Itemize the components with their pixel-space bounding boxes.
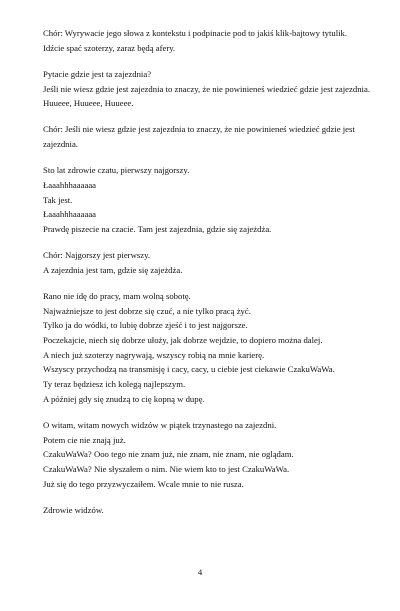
text-line: Chór: Najgorszy jest pierwszy. [43,250,151,260]
text-line: Zdrowie widzów. [43,504,104,515]
text-line: A zajezdnia jest tam, gdzie się zajeżdża. [43,264,183,275]
text-line: Sto lat zdrowie czatu, pierwszy najgorszy. [43,165,190,176]
text-line: Już się do tego przyzwyczaiłem. Wcale mnie to nie rusza. [43,478,244,489]
text-line: Jeśli nie wiesz gdzie jest zajezdnia to znaczy, że nie powinieneś wiedzieć gdzie jest zajezdnia. [43,83,370,94]
text-line: A niech już szoterzy nagrywają, wszyscy robią na mnie karierę. [43,349,265,360]
text-line: CzakuWaWa? Nie słyszałem o nim. Nie wiem kto to jest CzakuWaWa. [43,463,290,474]
text-line: CzakuWaWa? Ooo tego nie znam już, nie znam, nie znam, nie oglądam. [43,449,294,460]
text-line: O witam, witam nowych widzów w piątek trzynastego na zajezdni. [43,419,277,430]
text-line: Chór: Jeśli nie wiesz gdzie jest zajezdnia to znaczy, że nie powinieneś wiedzieć gdzie jest [43,124,355,135]
text-line: Najważniejsze to jest dobrze się czuć, a nie tylko pracą żyć. [43,305,251,316]
text-line: Tylko ja do wódki, to lubię dobrze zjeść i to jest najgorsze. [43,320,248,331]
text-line: Huueee, Huueee, Huueee. [43,98,134,109]
text-line: Pytacie gdzie jest ta zajezdnia? [43,68,152,79]
text-line: Ty teraz będziesz ich kolegą najlepszym. [43,379,186,390]
paragraph [43,26,373,55]
text-line: Wszyscy przychodzą na transmisję i cacy, cacy, u ciebie jest ciekawie CzakuWaWa. [43,364,335,375]
paragraph [43,67,373,111]
paragraph [43,163,373,237]
text-line: Chór: Wyrywacie jego słowa z kontekstu i podpinacie pod to jakiś klik-bajtowy tytulik. [43,28,348,38]
text-line: Prawdę piszecie na czacie. Tam jest zajezdnia, gdzie się zajeżdża. [43,223,272,234]
text-line: Łaaahhhaaaaaa [43,209,97,220]
text-line: A później gdy się znudzą to cię kopną w dupę. [43,393,205,404]
text-line: Potem cie nie znają już. [43,434,126,445]
paragraph [43,122,373,151]
paragraph [43,418,373,492]
text-line: zajezdnia. [43,139,78,149]
paragraph [43,503,373,518]
text-line: Rano nie idę do pracy, mam wolną sobotę. [43,290,191,301]
paragraph [43,248,373,277]
text-line: Poczekajcie, niech się dobrze ułoży, jak dobrze wejdzie, to dopiero można dalej. [43,334,323,345]
text-line: Łaaahhhaaaaaa [43,179,97,190]
document-body [43,26,373,517]
text-line: Idźcie spać szoterzy, zaraz będą afery. [43,42,176,53]
text-line: Tak jest. [43,194,73,205]
paragraph [43,289,373,407]
page-number: 4 [197,567,203,577]
